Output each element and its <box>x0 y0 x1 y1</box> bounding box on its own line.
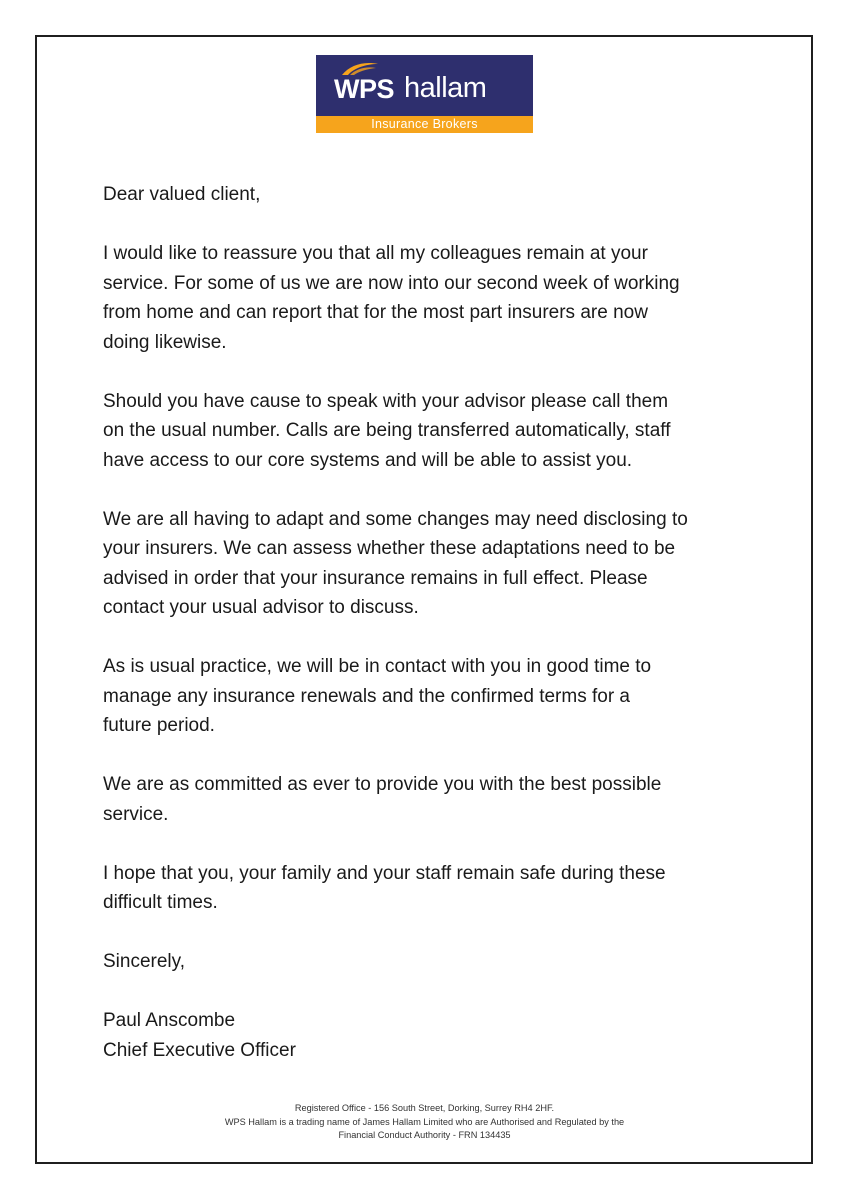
text-line: Should you have cause to speak with your advisor please call them <box>103 390 669 412</box>
paragraph-disclosure <box>103 505 763 623</box>
paragraph-advisor-contact <box>103 387 763 476</box>
text-line: service. <box>103 803 169 825</box>
text-line: from home and can report that for the most part insurers are now <box>103 302 648 323</box>
text-line: manage any insurance renewals and the confirmed terms for a <box>103 685 630 707</box>
text-line: doing likewise. <box>103 331 227 353</box>
text-line: future period. <box>103 715 215 736</box>
text-line: difficult times. <box>103 892 218 913</box>
logo-brand-hallam: hallam <box>404 72 487 104</box>
closing: Sincerely, <box>103 951 186 972</box>
text-line: We are as committed as ever to provide you with the best possible <box>103 774 662 795</box>
salutation: Dear valued client, <box>103 184 261 205</box>
signatory-name: Paul Anscombe <box>103 1010 236 1031</box>
text-line: have access to our core systems and will be able to assist you. <box>103 449 633 471</box>
footer-registered-office: Registered Office - 156 South Street, Dorking, Surrey RH4 2HF. <box>294 1103 555 1113</box>
text-line: We are all having to adapt and some changes may need disclosing to <box>103 508 688 530</box>
signature-block <box>103 1006 763 1065</box>
text-line: on the usual number. Calls are being transferred automatically, staff <box>103 420 671 441</box>
paragraph-commitment <box>103 770 763 829</box>
text-line: service. For some of us we are now into our second week of working <box>103 272 680 294</box>
paragraph-reassurance <box>103 239 763 357</box>
footer-fca: Financial Conduct Authority - FRN 134435 <box>338 1130 511 1140</box>
footer-trading-name: WPS Hallam is a trading name of James Hallam Limited who are Authorised and Regulated by the <box>224 1116 625 1127</box>
text-line: advised in order that your insurance remains in full effect. Please <box>103 567 648 589</box>
logo-tagline: Insurance Brokers <box>316 116 533 133</box>
text-line: your insurers. We can assess whether these adaptations need to be <box>103 538 676 559</box>
text-line: I hope that you, your family and your staff remain safe during these <box>103 862 666 884</box>
signatory-title: Chief Executive Officer <box>103 1039 296 1061</box>
logo-brand-wps: WPS <box>334 74 395 104</box>
company-logo <box>316 55 533 133</box>
letter-body <box>103 180 763 1095</box>
footer <box>150 1102 699 1143</box>
logo-main-panel <box>316 55 533 116</box>
paragraph-renewals <box>103 652 763 741</box>
paragraph-wellbeing <box>103 859 763 918</box>
text-line: I would like to reassure you that all my colleagues remain at your <box>103 243 648 264</box>
text-line: As is usual practice, we will be in contact with you in good time to <box>103 656 652 677</box>
text-line: contact your usual advisor to discuss. <box>103 597 419 618</box>
